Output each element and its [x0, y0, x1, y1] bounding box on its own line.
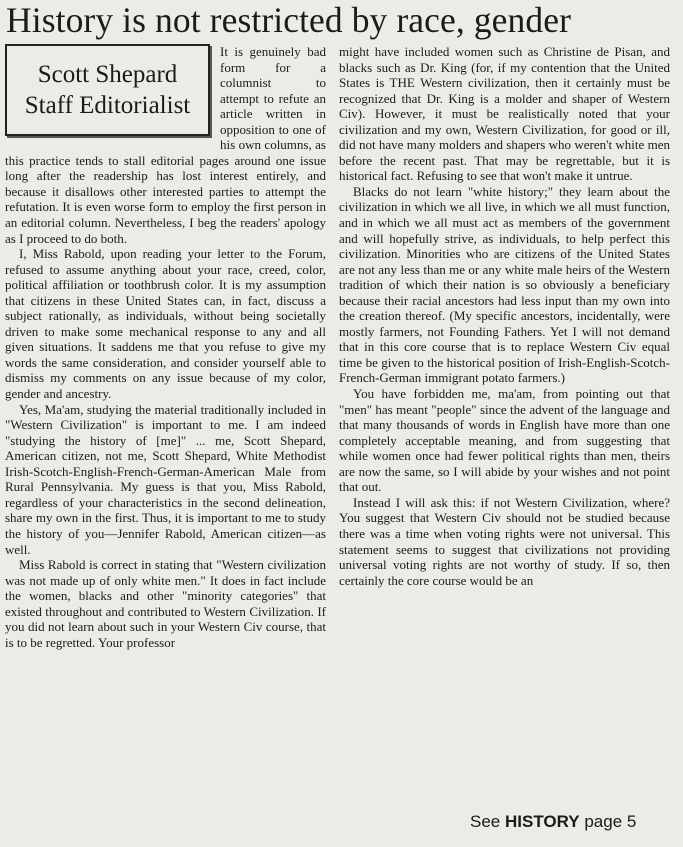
- headline: History is not restricted by race, gender: [6, 0, 572, 40]
- paragraph: I, Miss Rabold, upon reading your letter to the Forum, refused to assume anything about your race, creed, color, political affiliation or toothbrush color. It is my assumption that citizens in these United States can, in fact, discuss a subject rationally, as individuals, without being societally driven to make some mechanical response to any and all given situations. It saddens me that you refuse to give my words the same consideration, and consider yourself able to dismiss my comments on any issue because of my color, gender and ancestry.: [5, 246, 326, 402]
- paragraph: Instead I will ask this: if not Western Civilization, where? You suggest that Western Civ should not be studied because there was a time when voting rights were not universal. This statement seems to suggest that civilizations not providing universal voting rights are not worthy of study. If so, then certainly the core course would be an: [339, 494, 670, 588]
- byline-box: [5, 44, 210, 136]
- paragraph: Miss Rabold is correct in stating that "Western civilization was not made up of only white men." It does in fact include the women, blacks and other "minority categories" that existed throughout and contributed to Western Civilization. If you did not learn about such in your Western Civ course, that is to be regretted. Your professor: [5, 557, 326, 650]
- paragraph: Blacks do not learn "white history;" they learn about the civilization in which we all live, in which we all must function, and in which we all must act as members of the government and will hopefully strive, as individuals, to help perfect this civilization. Minorities who are citizens of the United States are not any less than me or any white male heirs of the Western tradition of which their nation is so obviously a beneficiary because their racial ancestors had less input than my own into the creation thereof. (My specific ancestors, incidentally, were mostly farmers, not Founding Fathers. Yet I will not demand that in this core course that is to replace Western Civ equal time be given to the historical position of Irish-English-Scotch-French-German immigrant potato farmers.): [339, 183, 670, 386]
- continuation-page: page 5: [584, 812, 637, 831]
- byline-name: Scott Shepard: [37, 61, 178, 88]
- continuation-prefix: See: [470, 812, 501, 831]
- paragraph: might have included women such as Christine de Pisan, and blacks such as Dr. King (for, if my contention that the United States is THE Western civilization, then it certainly must be recognized that Dr. King is a molder and shaper of Western Civ). However, it must be realistically noted that your civilization and my own, Western Civilization, for good or ill, did not have many molders and shapers who weren't white men before the recent past. That may be regrettable, but it is historical fact. Refusing to see that won't make it untrue.: [339, 44, 670, 184]
- paragraph: Yes, Ma'am, studying the material traditionally included in "Western Civilization" is important to me. I am indeed "studying the history of [me]" ... me, Scott Shepard, American citizen, not me, Scott Shepard, White Methodist Irish-Scotch-English-French-German-American Male from Rural Pennsylvania. My guess is that you, Miss Rabold, regardless of your characteristics in the second delineation, share my own in the first. Thus, it is important to me to study the history of you—Jennifer Rabold, American citizen—as well.: [5, 401, 326, 557]
- continuation-section: HISTORY: [504, 812, 580, 831]
- left-column: [5, 44, 326, 650]
- paragraph: It is genuinely bad form for a columnist to attempt to refute an article written in opposition to one of his own columns, as this practice tends to stall editorial pages around one issue long after the readership has lost interest entirely, and because it disallows other interested parties to attempt the refutation. It is even worse form to employ the first person in an editorial column. Nevertheless, I beg the readers' apology as I proceed to do both.: [5, 44, 326, 246]
- right-column: [339, 44, 670, 588]
- byline-title: Staff Editorialist: [24, 92, 191, 119]
- continuation-jump: [470, 812, 636, 832]
- paragraph: You have forbidden me, ma'am, from pointing out that "men" has meant "people" since the advent of the language and that many thousands of words in English have more than one completely acceptable meaning, and from suggesting that while women once had fewer political rights than men, theirs are now the same, so I will abide by your wishes and not point that out.: [339, 386, 670, 495]
